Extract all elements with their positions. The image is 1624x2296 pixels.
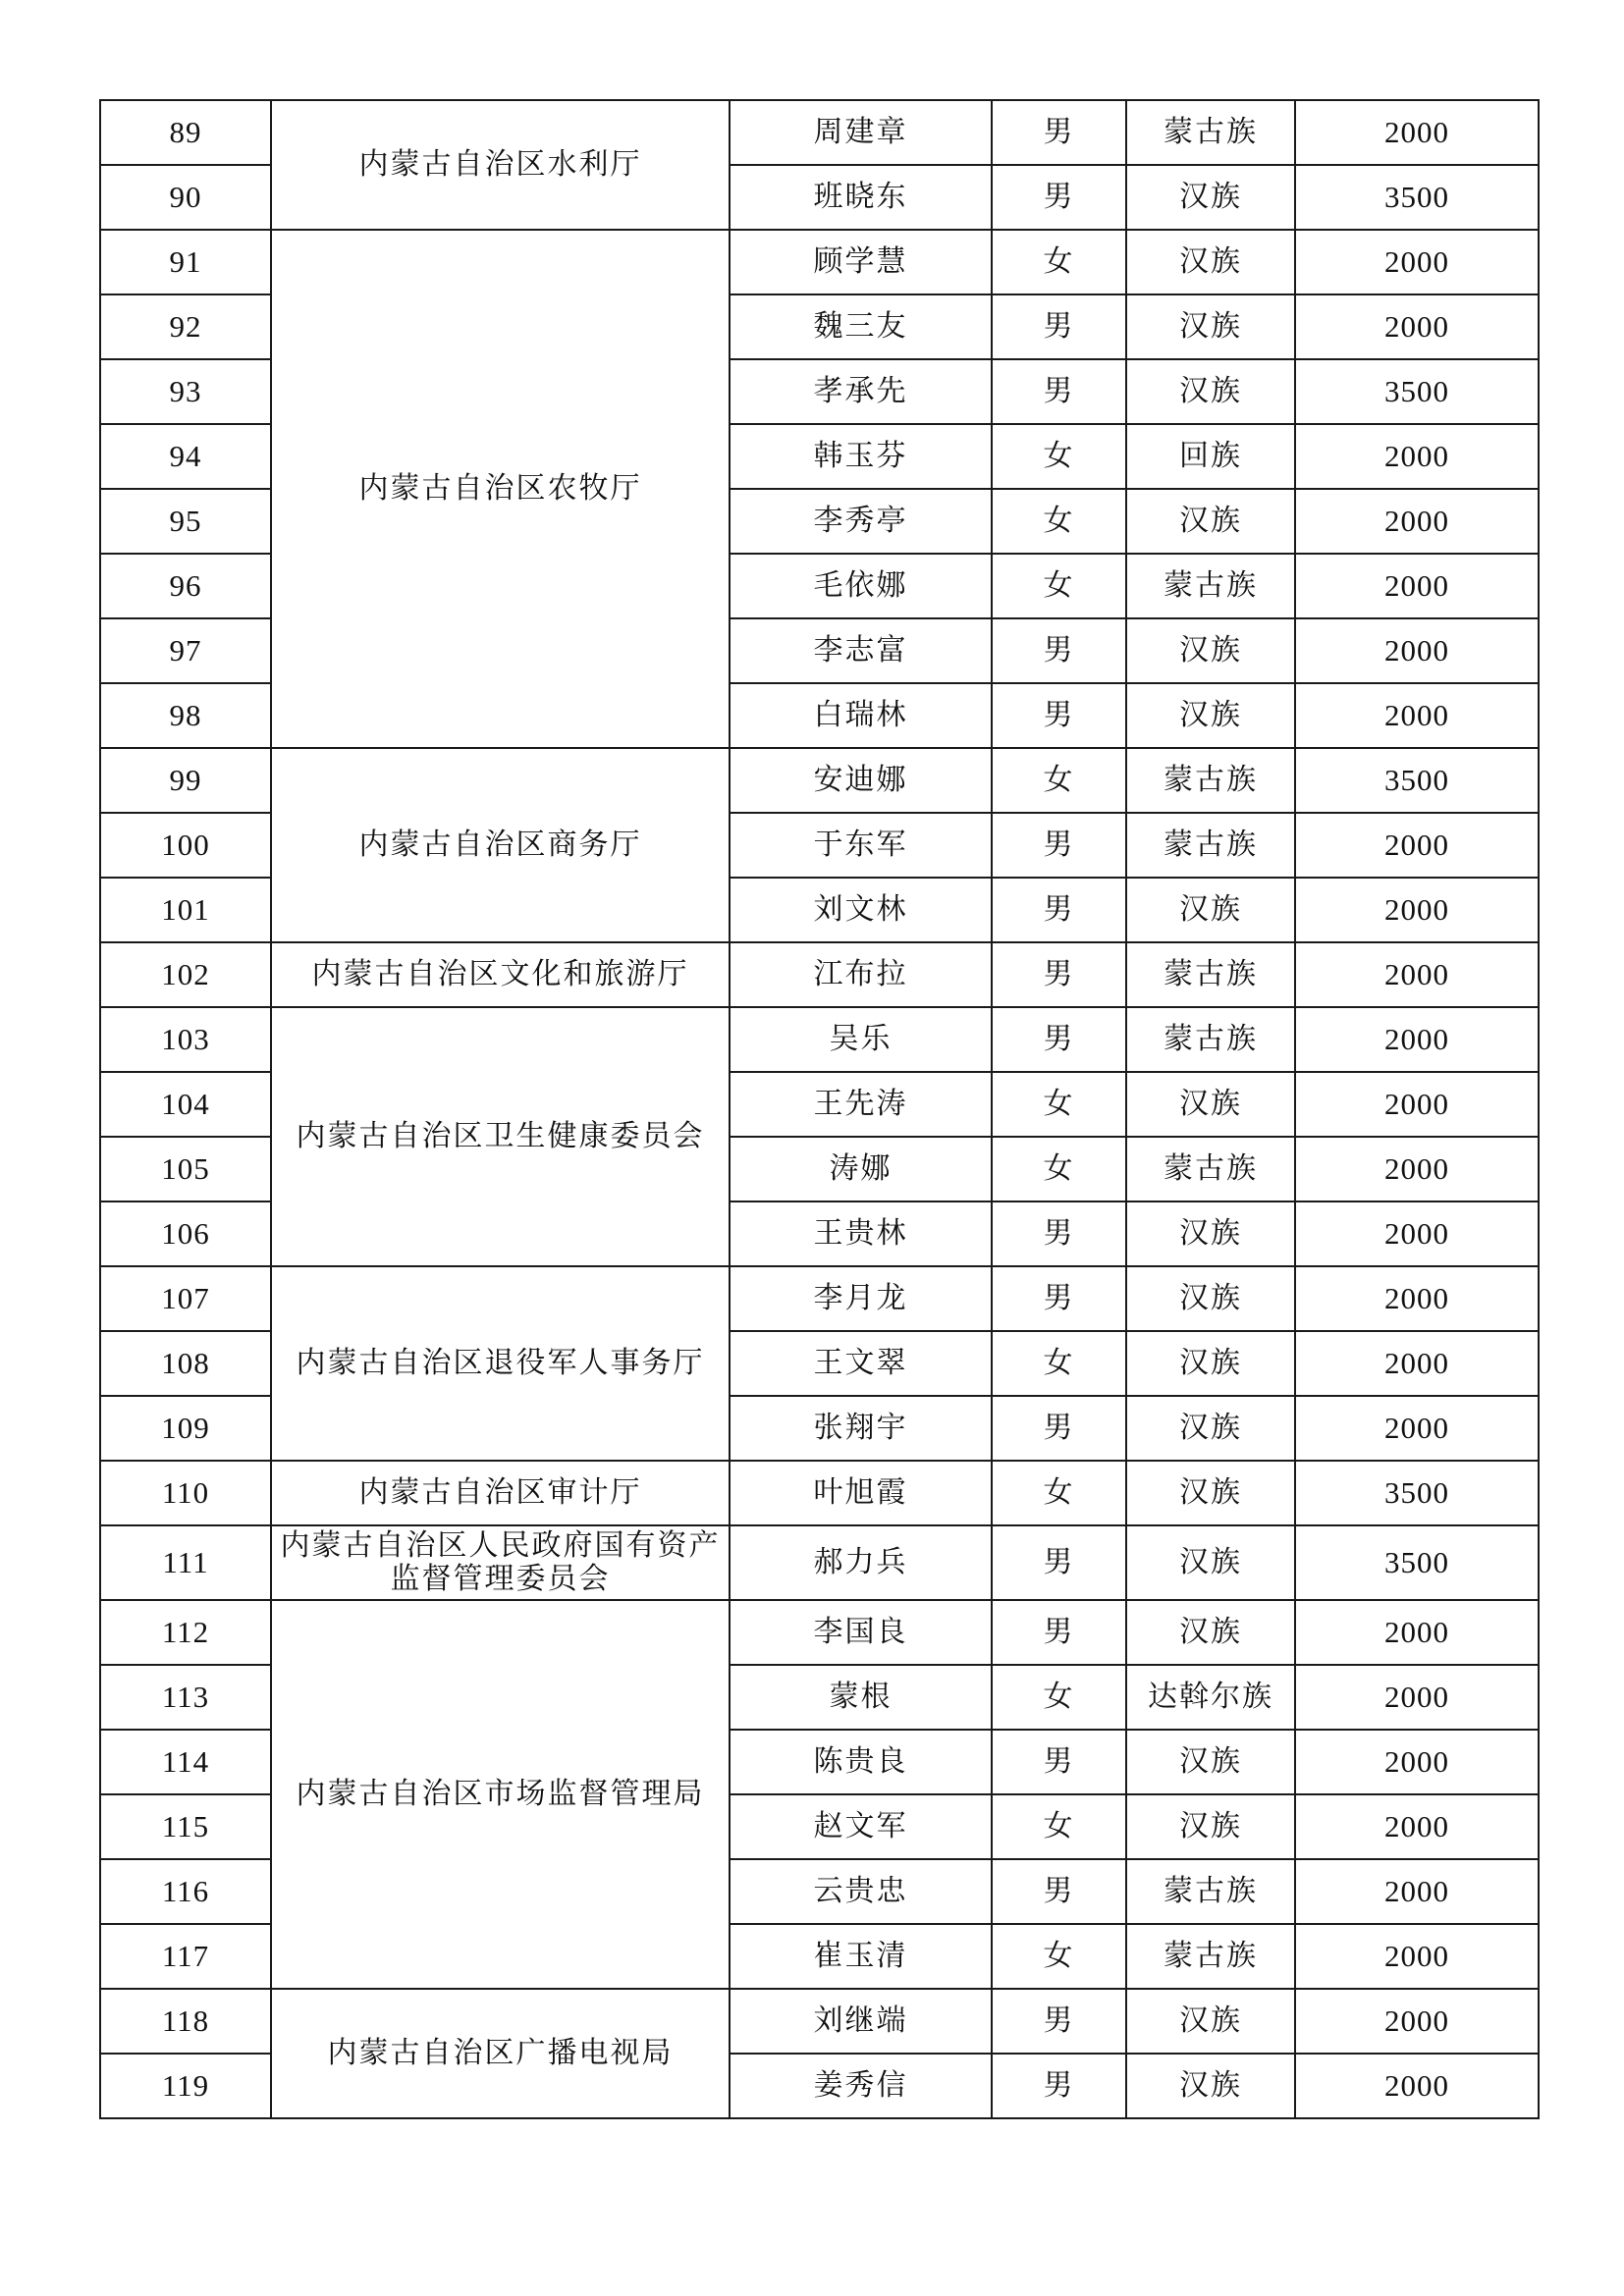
row-number: 115 — [100, 1794, 271, 1859]
row-number: 103 — [100, 1007, 271, 1072]
ethnicity: 汉族 — [1126, 1461, 1295, 1525]
amount: 2000 — [1295, 1072, 1539, 1137]
amount: 2000 — [1295, 1730, 1539, 1794]
ethnicity: 汉族 — [1126, 683, 1295, 748]
amount: 2000 — [1295, 1201, 1539, 1266]
unit-name: 内蒙古自治区文化和旅游厅 — [271, 942, 730, 1007]
person-name: 周建章 — [730, 100, 992, 165]
gender: 女 — [992, 230, 1126, 294]
row-number: 100 — [100, 813, 271, 878]
amount: 2000 — [1295, 618, 1539, 683]
gender: 男 — [992, 813, 1126, 878]
table-row — [100, 1600, 1539, 1665]
amount: 2000 — [1295, 100, 1539, 165]
person-name: 江布拉 — [730, 942, 992, 1007]
table-row — [100, 100, 1539, 165]
amount: 2000 — [1295, 2054, 1539, 2118]
person-name: 刘文林 — [730, 878, 992, 942]
unit-name: 内蒙古自治区水利厅 — [271, 100, 730, 230]
amount: 2000 — [1295, 1266, 1539, 1331]
person-name: 蒙根 — [730, 1665, 992, 1730]
amount: 2000 — [1295, 489, 1539, 554]
person-name: 云贵忠 — [730, 1859, 992, 1924]
ethnicity: 汉族 — [1126, 1331, 1295, 1396]
row-number: 114 — [100, 1730, 271, 1794]
person-name: 王文翠 — [730, 1331, 992, 1396]
amount: 2000 — [1295, 942, 1539, 1007]
gender: 男 — [992, 878, 1126, 942]
unit-name: 内蒙古自治区市场监督管理局 — [271, 1600, 730, 1989]
ethnicity: 汉族 — [1126, 1201, 1295, 1266]
ethnicity: 汉族 — [1126, 1396, 1295, 1461]
ethnicity: 达斡尔族 — [1126, 1665, 1295, 1730]
person-name: 毛依娜 — [730, 554, 992, 618]
gender: 男 — [992, 1730, 1126, 1794]
gender: 男 — [992, 165, 1126, 230]
ethnicity: 汉族 — [1126, 878, 1295, 942]
row-number: 119 — [100, 2054, 271, 2118]
ethnicity: 汉族 — [1126, 230, 1295, 294]
amount: 2000 — [1295, 878, 1539, 942]
gender: 女 — [992, 1461, 1126, 1525]
gender: 男 — [992, 1266, 1126, 1331]
amount: 3500 — [1295, 1461, 1539, 1525]
row-number: 93 — [100, 359, 271, 424]
person-name: 李秀亭 — [730, 489, 992, 554]
person-name: 郝力兵 — [730, 1525, 992, 1600]
row-number: 110 — [100, 1461, 271, 1525]
ethnicity: 汉族 — [1126, 1266, 1295, 1331]
gender: 男 — [992, 294, 1126, 359]
person-name: 吴乐 — [730, 1007, 992, 1072]
person-name: 陈贵良 — [730, 1730, 992, 1794]
amount: 2000 — [1295, 294, 1539, 359]
gender: 女 — [992, 1794, 1126, 1859]
table-row — [100, 1266, 1539, 1331]
ethnicity: 汉族 — [1126, 165, 1295, 230]
amount: 3500 — [1295, 748, 1539, 813]
amount: 2000 — [1295, 424, 1539, 489]
gender: 女 — [992, 1924, 1126, 1989]
gender: 男 — [992, 100, 1126, 165]
ethnicity: 汉族 — [1126, 1525, 1295, 1600]
gender: 男 — [992, 942, 1126, 1007]
person-name: 王贵林 — [730, 1201, 992, 1266]
ethnicity: 汉族 — [1126, 1989, 1295, 2054]
table-row — [100, 942, 1539, 1007]
ethnicity: 回族 — [1126, 424, 1295, 489]
amount: 2000 — [1295, 1859, 1539, 1924]
amount: 2000 — [1295, 230, 1539, 294]
ethnicity: 汉族 — [1126, 1730, 1295, 1794]
person-name: 崔玉清 — [730, 1924, 992, 1989]
row-number: 101 — [100, 878, 271, 942]
ethnicity: 蒙古族 — [1126, 100, 1295, 165]
person-name: 魏三友 — [730, 294, 992, 359]
table-row — [100, 748, 1539, 813]
amount: 2000 — [1295, 554, 1539, 618]
ethnicity: 汉族 — [1126, 1600, 1295, 1665]
amount: 2000 — [1295, 1989, 1539, 2054]
row-number: 105 — [100, 1137, 271, 1201]
gender: 男 — [992, 2054, 1126, 2118]
gender: 女 — [992, 748, 1126, 813]
unit-name: 内蒙古自治区人民政府国有资产监督管理委员会 — [271, 1525, 730, 1600]
ethnicity: 蒙古族 — [1126, 1924, 1295, 1989]
gender: 男 — [992, 1201, 1126, 1266]
row-number: 111 — [100, 1525, 271, 1600]
unit-name: 内蒙古自治区退役军人事务厅 — [271, 1266, 730, 1461]
unit-name: 内蒙古自治区卫生健康委员会 — [271, 1007, 730, 1266]
amount: 2000 — [1295, 1007, 1539, 1072]
ethnicity: 蒙古族 — [1126, 1859, 1295, 1924]
person-name: 班晓东 — [730, 165, 992, 230]
person-name: 安迪娜 — [730, 748, 992, 813]
ethnicity: 汉族 — [1126, 489, 1295, 554]
amount: 2000 — [1295, 813, 1539, 878]
unit-name: 内蒙古自治区审计厅 — [271, 1461, 730, 1525]
table-row — [100, 230, 1539, 294]
gender: 男 — [992, 1600, 1126, 1665]
row-number: 92 — [100, 294, 271, 359]
ethnicity: 汉族 — [1126, 359, 1295, 424]
person-name: 王先涛 — [730, 1072, 992, 1137]
gender: 男 — [992, 359, 1126, 424]
gender: 女 — [992, 489, 1126, 554]
amount: 3500 — [1295, 359, 1539, 424]
row-number: 118 — [100, 1989, 271, 2054]
amount: 2000 — [1295, 1137, 1539, 1201]
gender: 男 — [992, 1007, 1126, 1072]
amount: 2000 — [1295, 1924, 1539, 1989]
person-name: 于东军 — [730, 813, 992, 878]
gender: 男 — [992, 1859, 1126, 1924]
row-number: 107 — [100, 1266, 271, 1331]
person-name: 韩玉芬 — [730, 424, 992, 489]
ethnicity: 蒙古族 — [1126, 554, 1295, 618]
unit-name: 内蒙古自治区广播电视局 — [271, 1989, 730, 2118]
ethnicity: 蒙古族 — [1126, 1137, 1295, 1201]
person-name: 叶旭霞 — [730, 1461, 992, 1525]
ethnicity: 蒙古族 — [1126, 748, 1295, 813]
table-row — [100, 1007, 1539, 1072]
row-number: 99 — [100, 748, 271, 813]
ethnicity: 汉族 — [1126, 2054, 1295, 2118]
row-number: 106 — [100, 1201, 271, 1266]
row-number: 95 — [100, 489, 271, 554]
ethnicity: 蒙古族 — [1126, 1007, 1295, 1072]
row-number: 98 — [100, 683, 271, 748]
person-name: 李志富 — [730, 618, 992, 683]
gender: 女 — [992, 424, 1126, 489]
gender: 男 — [992, 1396, 1126, 1461]
roster-table — [99, 99, 1540, 2119]
gender: 男 — [992, 1525, 1126, 1600]
table-row — [100, 1461, 1539, 1525]
amount: 2000 — [1295, 1665, 1539, 1730]
unit-name: 内蒙古自治区农牧厅 — [271, 230, 730, 748]
ethnicity: 汉族 — [1126, 1794, 1295, 1859]
table-row — [100, 1989, 1539, 2054]
person-name: 姜秀信 — [730, 2054, 992, 2118]
person-name: 李国良 — [730, 1600, 992, 1665]
row-number: 112 — [100, 1600, 271, 1665]
person-name: 顾学慧 — [730, 230, 992, 294]
person-name: 白瑞林 — [730, 683, 992, 748]
amount: 3500 — [1295, 1525, 1539, 1600]
ethnicity: 蒙古族 — [1126, 942, 1295, 1007]
row-number: 108 — [100, 1331, 271, 1396]
amount: 2000 — [1295, 1396, 1539, 1461]
row-number: 96 — [100, 554, 271, 618]
person-name: 涛娜 — [730, 1137, 992, 1201]
person-name: 赵文军 — [730, 1794, 992, 1859]
row-number: 89 — [100, 100, 271, 165]
gender: 女 — [992, 1665, 1126, 1730]
table-row — [100, 1525, 1539, 1600]
person-name: 李月龙 — [730, 1266, 992, 1331]
gender: 女 — [992, 1072, 1126, 1137]
amount: 2000 — [1295, 683, 1539, 748]
row-number: 113 — [100, 1665, 271, 1730]
unit-name: 内蒙古自治区商务厅 — [271, 748, 730, 942]
amount: 2000 — [1295, 1331, 1539, 1396]
person-name: 孝承先 — [730, 359, 992, 424]
gender: 男 — [992, 618, 1126, 683]
gender: 女 — [992, 554, 1126, 618]
person-name: 刘继端 — [730, 1989, 992, 2054]
gender: 女 — [992, 1331, 1126, 1396]
row-number: 90 — [100, 165, 271, 230]
gender: 男 — [992, 1989, 1126, 2054]
amount: 3500 — [1295, 165, 1539, 230]
amount: 2000 — [1295, 1794, 1539, 1859]
row-number: 116 — [100, 1859, 271, 1924]
row-number: 97 — [100, 618, 271, 683]
row-number: 91 — [100, 230, 271, 294]
ethnicity: 汉族 — [1126, 294, 1295, 359]
row-number: 102 — [100, 942, 271, 1007]
row-number: 94 — [100, 424, 271, 489]
row-number: 117 — [100, 1924, 271, 1989]
ethnicity: 汉族 — [1126, 618, 1295, 683]
amount: 2000 — [1295, 1600, 1539, 1665]
row-number: 109 — [100, 1396, 271, 1461]
gender: 男 — [992, 683, 1126, 748]
row-number: 104 — [100, 1072, 271, 1137]
ethnicity: 蒙古族 — [1126, 813, 1295, 878]
gender: 女 — [992, 1137, 1126, 1201]
ethnicity: 汉族 — [1126, 1072, 1295, 1137]
person-name: 张翔宇 — [730, 1396, 992, 1461]
